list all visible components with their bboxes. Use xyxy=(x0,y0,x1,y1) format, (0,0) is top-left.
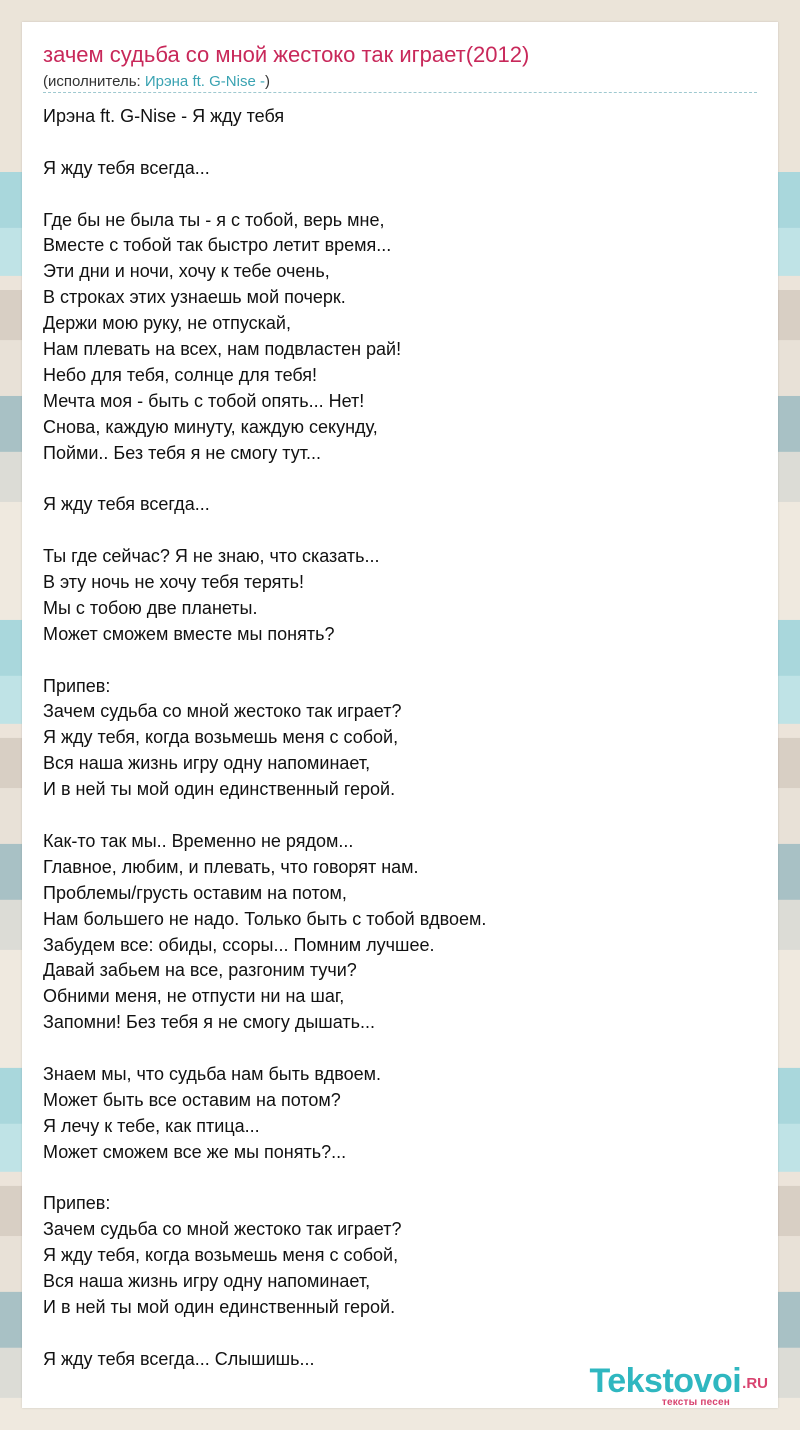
lyric-line: Я жду тебя, когда возьмешь меня с собой, xyxy=(43,1245,399,1266)
artist-line xyxy=(43,73,270,90)
lyric-line xyxy=(43,1321,757,1347)
lyric-line: Вместе с тобой так быстро летит время... xyxy=(43,235,392,256)
lyric-line: Может сможем вместе мы понять? xyxy=(43,623,335,644)
lyric-line xyxy=(43,518,757,544)
lyric-line: Держи мою руку, не отпускай, xyxy=(43,313,291,334)
lyric-line: Я жду тебя всегда... xyxy=(43,157,210,178)
lyric-line: Зачем судьба со мной жестоко так играет? xyxy=(43,1219,402,1240)
lyrics-text xyxy=(43,104,757,1373)
lyric-line: Припев: xyxy=(43,675,111,696)
lyric-line xyxy=(43,648,757,674)
site-logo[interactable] xyxy=(538,1364,768,1408)
lyric-line: Вся наша жизнь игру одну напоминает, xyxy=(43,1271,371,1292)
lyric-line: Вся наша жизнь игру одну напоминает, xyxy=(43,753,371,774)
lyric-line: Мы с тобою две планеты. xyxy=(43,597,258,618)
lyric-line: Ирэна ft. G-Nise - Я жду тебя xyxy=(43,106,285,126)
lyric-line: Как-то так мы.. Временно не рядом... xyxy=(43,830,354,851)
lyric-line xyxy=(43,466,757,492)
lyric-line: Знаем мы, что судьба нам быть вдвоем. xyxy=(43,1063,381,1084)
lyric-line: Я жду тебя всегда... xyxy=(43,494,210,515)
lyric-line: Нам плевать на всех, нам подвластен рай! xyxy=(43,339,402,360)
lyric-line: Ты где сейчас? Я не знаю, что сказать... xyxy=(43,546,380,567)
lyric-line xyxy=(43,1036,757,1062)
lyric-line: Может сможем все же мы понять?... xyxy=(43,1141,347,1162)
lyric-line: Пойми.. Без тебя я не смогу тут... xyxy=(43,442,321,463)
artist-link[interactable]: Ирэна ft. G-Nise - xyxy=(144,73,265,90)
logo-tagline: тексты песен xyxy=(661,1397,730,1408)
song-title: зачем судьба со мной жестоко так играет(2012) xyxy=(43,42,530,67)
lyric-line xyxy=(43,803,757,829)
lyric-line: Нам большего не надо. Только быть с тобой вдвоем. xyxy=(43,908,487,929)
lyrics-card xyxy=(22,22,778,1408)
lyric-line: В строках этих узнаешь мой почерк. xyxy=(43,287,346,308)
lyric-line: Может быть все оставим на потом? xyxy=(43,1089,341,1110)
lyric-line: Припев: xyxy=(43,1193,111,1214)
lyric-line: Давай забьем на все, разгоним тучи? xyxy=(43,960,357,981)
lyric-line: Я жду тебя, когда возьмешь меня с собой, xyxy=(43,727,399,748)
artist-line-suffix: ) xyxy=(264,73,270,90)
lyric-line: Забудем все: обиды, ссоры... Помним лучшее. xyxy=(43,934,435,955)
lyric-line: Запомни! Без тебя я не смогу дышать... xyxy=(43,1012,375,1033)
lyric-line: Я жду тебя всегда... Слышишь... xyxy=(43,1348,315,1369)
lyric-line: Зачем судьба со мной жестоко так играет? xyxy=(43,701,402,722)
lyric-line: Небо для тебя, солнце для тебя! xyxy=(43,364,318,385)
lyric-line xyxy=(43,182,757,208)
lyric-line: Где бы не была ты - я с тобой, верь мне, xyxy=(43,209,385,230)
lyric-line: Мечта моя - быть с тобой опять... Нет! xyxy=(43,390,365,411)
header-divider xyxy=(43,92,757,93)
artist-line-prefix: (исполнитель: xyxy=(43,73,145,90)
logo-wordmark: Tekstovoi xyxy=(589,1362,742,1400)
lyric-line: Обними меня, не отпусти ни на шаг, xyxy=(43,986,345,1007)
lyric-line xyxy=(43,1166,757,1192)
lyric-line: В эту ночь не хочу тебя терять! xyxy=(43,572,305,593)
lyric-line: Главное, любим, и плевать, что говорят нам. xyxy=(43,856,419,877)
lyric-line: Эти дни и ночи, хочу к тебе очень, xyxy=(43,261,330,282)
lyric-line: Снова, каждую минуту, каждую секунду, xyxy=(43,416,378,437)
lyric-line: Я лечу к тебе, как птица... xyxy=(43,1115,260,1136)
lyric-line: И в ней ты мой один единственный герой. xyxy=(43,779,396,800)
logo-tld: .RU xyxy=(742,1375,768,1392)
lyric-line xyxy=(43,130,757,156)
lyric-line: И в ней ты мой один единственный герой. xyxy=(43,1296,396,1317)
lyric-line: Проблемы/грусть оставим на потом, xyxy=(43,882,347,903)
